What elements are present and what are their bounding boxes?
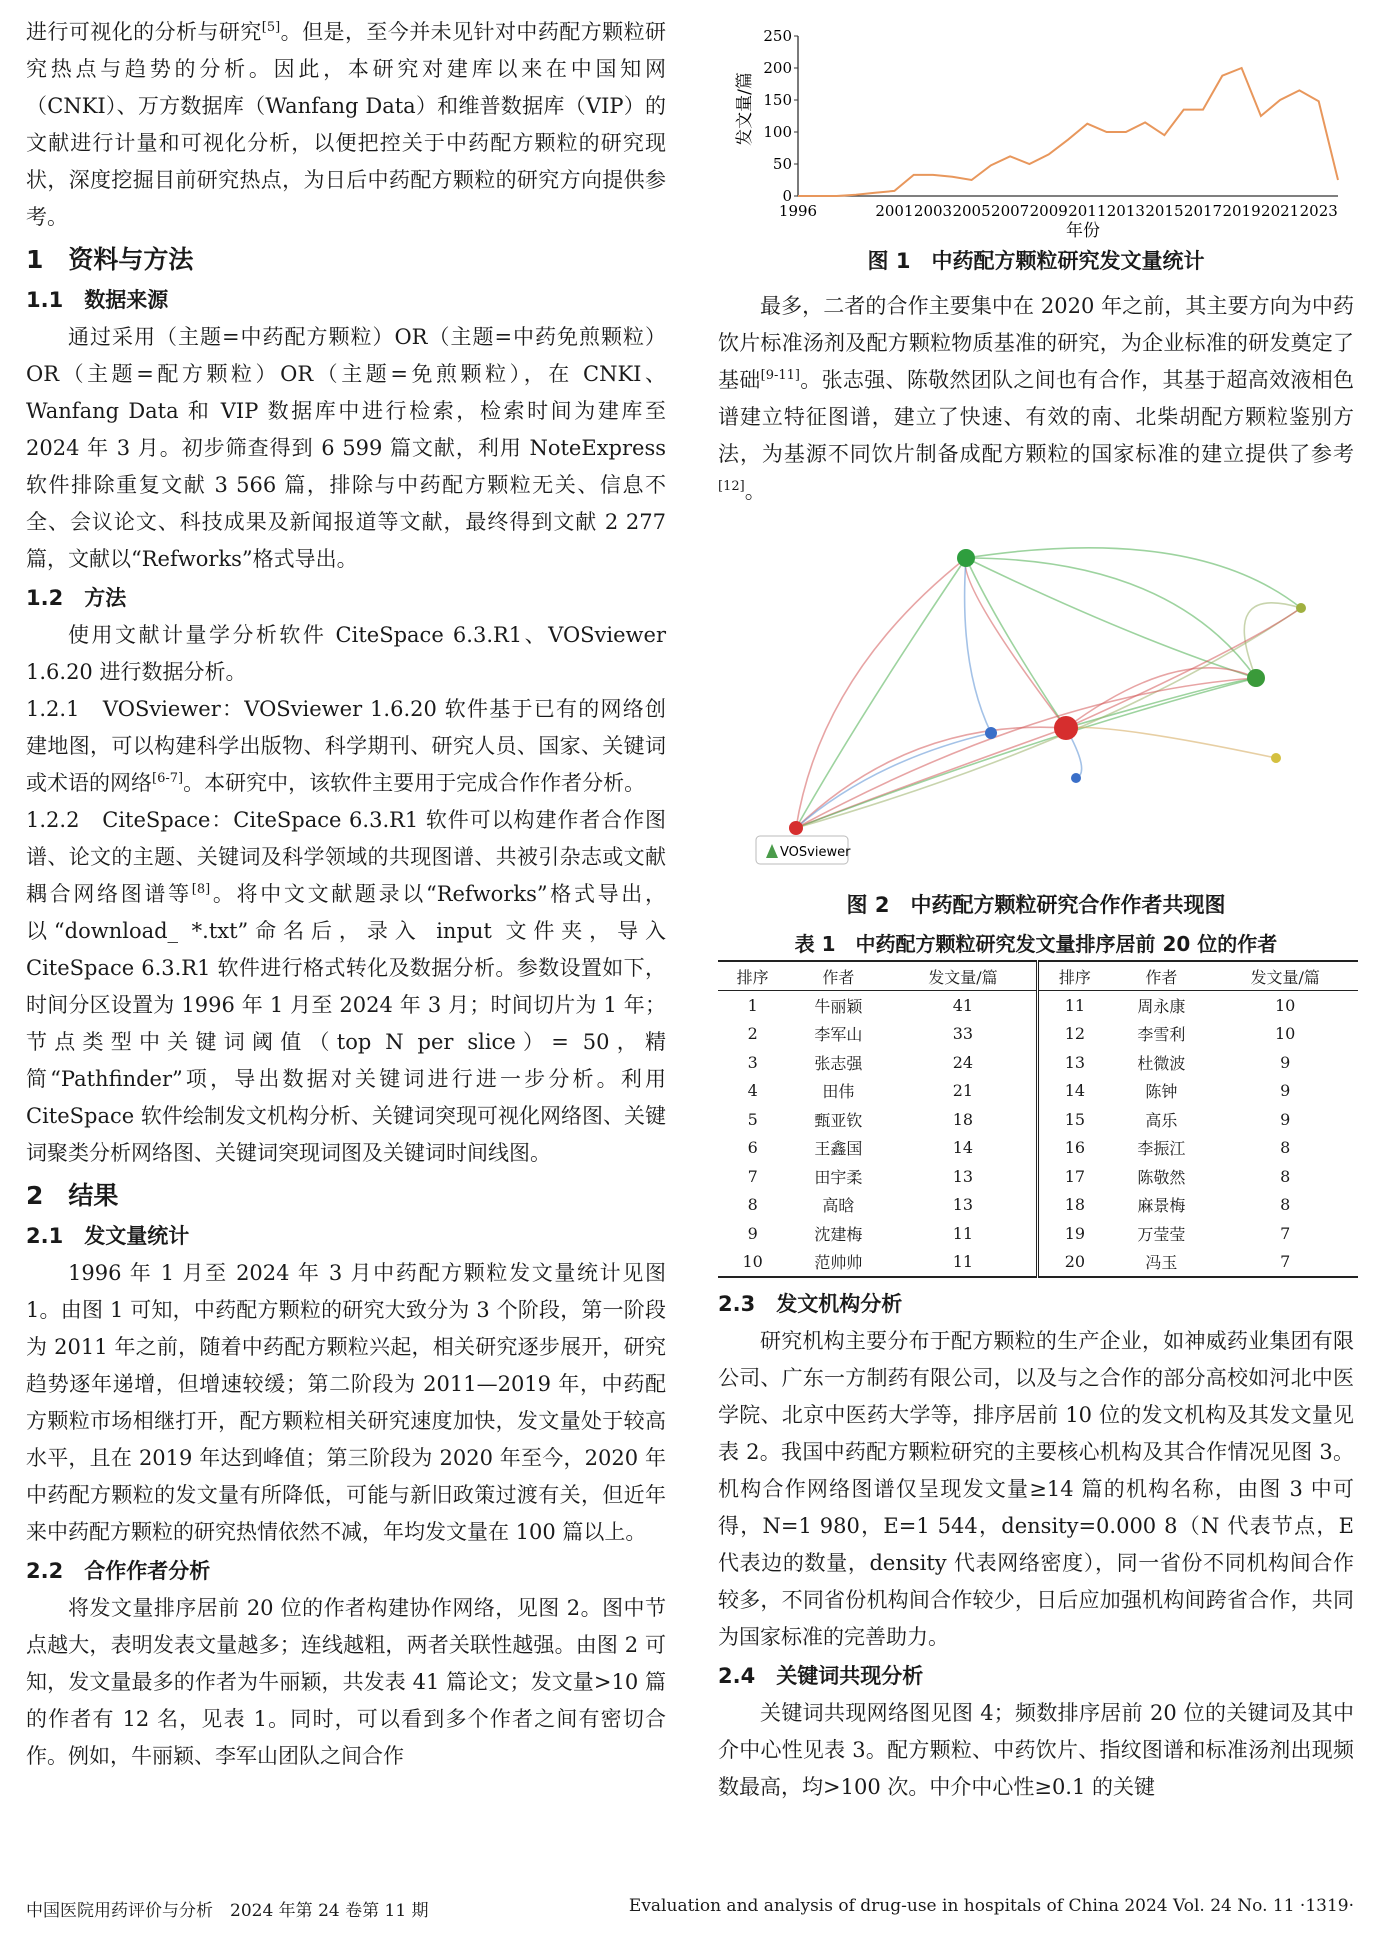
network-edge — [966, 558, 1256, 678]
table-cell: 杜微波 — [1137, 1053, 1186, 1073]
section-2-4-paragraph: 关键词共现网络图见图 4；频数排序居前 20 位的关键词及其中介中心性见表 3。配方颗粒、中药饮片、指纹图谱和标准汤剂出现频数最高，均>100 次。中介中心性≥0.1 的关键 — [718, 1701, 1354, 1799]
table-row — [718, 1191, 1358, 1220]
x-tick-label: 2021 — [1261, 202, 1300, 220]
table-row — [718, 1077, 1358, 1106]
section-2-3-paragraph: 研究机构主要分布于配方颗粒的生产企业，如神威药业集团有限公司、广东一方制药有限公司，以及与之合作的部分高校如河北中医学院、北京中医药大学等，排序居前 10 位的发文机构及其发文量见表 2。我国中药配方颗粒研究的主要核心机构及其合作情况见图 3。机构合作网络图谱仅呈现发文量≥14 篇的机构名称，由图 3 中可得，N=1 980，E=1 544，density=0.000 8（N 代表节点，E 代表边的数量，density 代表网络密度），同一省份不同机构间合作较多，不同省份机构间合作较少，日后应加强机构间跨省合作，共同为国家标准的完善助力。 — [718, 1329, 1354, 1649]
table-cell: 10 — [1274, 1024, 1296, 1044]
table-cell: 田宇柔 — [814, 1167, 863, 1187]
x-tick-label: 2013 — [1106, 202, 1145, 220]
network-edge — [966, 548, 1301, 608]
table-cell: 高晗 — [822, 1196, 855, 1216]
x-tick-label: 2007 — [991, 202, 1030, 220]
table-cell: 7 — [1212, 1248, 1358, 1278]
table-cell: 万莹莹 — [1137, 1224, 1186, 1244]
table-1-caption: 表 1 中药配方颗粒研究发文量排序居前 20 位的作者 — [794, 932, 1278, 956]
table-cell: 14 — [1038, 1077, 1110, 1106]
footer-journal-cn: 中国医院用药评价与分析 2024 年第 24 卷第 11 期 — [26, 1901, 429, 1921]
table-cell: 17 — [1038, 1162, 1110, 1191]
x-tick-label: 2015 — [1145, 202, 1184, 220]
table-cell: 6 — [747, 1138, 758, 1158]
section-2-1-heading: 2.1 发文量统计 — [26, 1224, 190, 1248]
network-edge — [796, 608, 1301, 828]
table-cell: 13 — [1038, 1048, 1110, 1077]
table-cell: 18 — [952, 1109, 974, 1129]
network-edge — [1066, 608, 1301, 728]
x-axis-label: 年份 — [1066, 221, 1100, 241]
table-cell: 8 — [1280, 1166, 1291, 1186]
network-node — [1071, 773, 1081, 783]
table-row — [718, 991, 1358, 1020]
x-tick-label: 2009 — [1029, 202, 1068, 220]
y-tick-label: 200 — [763, 59, 792, 77]
table-cell: 12 — [1038, 1020, 1110, 1049]
network-node — [1296, 603, 1306, 613]
table-cell: 9 — [1280, 1052, 1291, 1072]
network-edge — [796, 558, 966, 828]
section-2-heading: 2 结果 — [26, 1181, 119, 1210]
y-tick-label: 0 — [782, 187, 792, 205]
table-cell: 11 — [889, 1248, 1038, 1278]
table-cell: 李军山 — [814, 1025, 863, 1045]
axis-lines — [798, 36, 1338, 196]
table-cell: 9 — [747, 1223, 758, 1243]
table-cell: 19 — [1038, 1219, 1110, 1248]
section-1-2-1-paragraph: 1.2.1 VOSviewer：VOSviewer 1.6.20 软件基于已有的网络创建地图，可以构建科学出版物、科学期刊、研究人员、国家、关键词或术语的网络[6-7]。本研究中，该软件主要用于完成合作作者分析。 — [26, 697, 666, 795]
table-cell: 18 — [1038, 1191, 1110, 1220]
network-edge — [965, 558, 991, 733]
table-cell: 陈钟 — [1145, 1082, 1178, 1102]
table-cell: 5 — [747, 1109, 758, 1129]
table-cell: 9 — [1280, 1109, 1291, 1129]
table-header-cell: 发文量/篇 — [1212, 961, 1358, 991]
section-1-1-paragraph: 通过采用（主题=中药配方颗粒）OR（主题=中药免煎颗粒）OR（主题=配方颗粒）OR（主题=免煎颗粒），在 CNKI、Wanfang Data 和 VIP 数据库中进行检索，检索时间为建库至 2024 年 3 月。初步筛查得到 6 599 篇文献，利用 NoteExpress 软件排除重复文献 3 566 篇，排除与中药配方颗粒无关、信息不全、会议论文、科技成果及新闻报道等文献，最终得到文献 2 277 篇，文献以“Refworks”格式导出。 — [26, 325, 666, 571]
table-cell: 21 — [952, 1081, 974, 1101]
table-row — [718, 1162, 1358, 1191]
y-tick-label: 50 — [772, 155, 792, 173]
section-2-4-heading: 2.4 关键词共现分析 — [718, 1664, 924, 1688]
x-tick-label: 2017 — [1183, 202, 1223, 220]
x-tick-label: 2019 — [1222, 202, 1261, 220]
table-1 — [718, 960, 1358, 1278]
x-tick-label: 2005 — [952, 202, 991, 220]
table-cell: 1 — [747, 995, 758, 1015]
table-cell: 13 — [952, 1166, 974, 1186]
figure-1-caption: 图 1 中药配方颗粒研究发文量统计 — [867, 249, 1205, 273]
table-cell: 张志强 — [814, 1053, 863, 1073]
vosviewer-logo-text: VOSviewer — [780, 845, 851, 860]
network-edge — [965, 558, 1066, 728]
section-2-2-heading: 2.2 合作作者分析 — [26, 1559, 211, 1583]
network-edge — [1066, 727, 1276, 758]
network-edge — [796, 678, 1256, 828]
table-cell: 15 — [1038, 1105, 1110, 1134]
section-1-1-heading: 1.1 数据来源 — [26, 288, 169, 312]
network-edge — [796, 733, 991, 828]
table-cell: 7 — [747, 1166, 758, 1186]
table-header-cell: 发文量/篇 — [889, 961, 1038, 991]
figure-2-caption: 图 2 中药配方颗粒研究合作作者共现图 — [846, 893, 1226, 917]
section-1-2-2-paragraph: 1.2.2 CiteSpace：CiteSpace 6.3.R1 软件可以构建作者合作图谱、论文的主题、关键词及科学领域的共现图谱、共被引杂志或文献耦合网络图谱等[8]。将中文文献题录以“Refworks”格式导出，以“download_ *.txt”命名后，录入 input 文件夹，导入 CiteSpace 6.3.R1 软件进行格式转化及数据分析。参数设置如下，时间分区设置为 1996 年 1 月至 2024 年 3 月；时间切片为 1 年；节点类型中关键词阈值（top N per slice）= 50，精简“Pathfinder”项，导出数据对关键词进行进一步分析。利用 CiteSpace 软件绘制发文机构分析、关键词突现可视化网络图、关键词聚类分析网络图、关键词突现词图及关键词时间线图。 — [26, 808, 666, 1165]
table-row — [718, 1219, 1358, 1248]
x-tick-label: 2011 — [1068, 202, 1107, 220]
table-cell: 王鑫国 — [814, 1139, 863, 1159]
table-cell: 沈建梅 — [814, 1224, 863, 1244]
network-node — [1054, 716, 1078, 740]
network-node — [957, 549, 975, 567]
table-cell: 7 — [1280, 1223, 1291, 1243]
footer-journal-en: Evaluation and analysis of drug-use in hospitals of China 2024 Vol. 24 No. 11 ·1319· — [628, 1896, 1354, 1916]
section-2-3-heading: 2.3 发文机构分析 — [718, 1292, 903, 1316]
y-axis-label: 发文量/篇 — [735, 72, 755, 146]
table-header-cell: 排序 — [718, 961, 787, 991]
y-tick-label: 100 — [763, 123, 792, 141]
table-cell: 10 — [1274, 995, 1296, 1015]
x-tick-label: 2003 — [913, 202, 953, 220]
right-paragraph-a: 最多，二者的合作主要集中在 2020 年之前，其主要方向为中药饮片标准汤剂及配方颗粒物质基准的研究，为企业标准的研发奠定了基础[9-11]。张志强、陈敬然团队之间也有合作，其基于超高效液相色谱建立特征图谱，建立了快速、有效的南、北柴胡配方颗粒鉴别方法，为基源不同饮片制备成配方颗粒的国家标准的建立提供了参考[12]。 — [718, 294, 1355, 503]
table-cell: 周永康 — [1137, 996, 1186, 1016]
table-cell: 8 — [1280, 1195, 1291, 1215]
table-header-cell: 排序 — [1038, 961, 1110, 991]
table-row — [718, 1048, 1358, 1077]
y-tick-label: 150 — [763, 91, 792, 109]
table-cell: 41 — [952, 995, 974, 1015]
table-cell: 麻景梅 — [1137, 1196, 1186, 1216]
network-edge — [966, 558, 1066, 728]
table-cell: 8 — [1280, 1138, 1291, 1158]
table-cell: 冯玉 — [1110, 1248, 1212, 1278]
x-tick-label: 2001 — [875, 202, 914, 220]
table-cell: 33 — [952, 1024, 974, 1044]
table-cell: 田伟 — [822, 1082, 855, 1102]
table-cell: 2 — [747, 1024, 758, 1044]
section-2-1-paragraph: 1996 年 1 月至 2024 年 3 月中药配方颗粒发文量统计见图 1。由图 1 可知，中药配方颗粒的研究大致分为 3 个阶段，第一阶段为 2011 年之前，随着中药配方颗粒兴起，相关研究逐步展开，研究趋势逐年递增，但增速较缓；第二阶段为 2011—2019 年，中药配方颗粒市场相继打开，配方颗粒相关研究速度加快，发文量处于较高水平，且在 2019 年达到峰值；第三阶段为 2020 年至今，2020 年中药配方颗粒的发文量有所降低，可能与新旧政策过渡有关，但近年来中药配方颗粒的研究热情依然不减，年均发文量在 100 篇以上。 — [26, 1261, 666, 1544]
network-node — [1247, 669, 1265, 687]
table-cell: 16 — [1038, 1134, 1110, 1163]
table-row — [718, 1248, 1358, 1278]
figure-1-line-chart — [718, 14, 1354, 244]
section-2-2-paragraph: 将发文量排序居前 20 位的作者构建协作网络，见图 2。图中节点越大，表明发表文量越多；连线越粗，两者关联性越强。由图 2 可知，发文量最多的作者为牛丽颖，共发表 41 篇论文；发文量>10 篇的作者有 12 名，见表 1。同时，可以看到多个作者之间有密切合作。例如，牛丽颖、李军山团队之间合作 — [26, 1596, 667, 1768]
series-line — [798, 68, 1338, 196]
right-column — [718, 14, 1354, 1806]
table-cell: 范帅帅 — [787, 1248, 889, 1278]
table-row — [718, 1020, 1358, 1049]
table-cell: 3 — [747, 1052, 758, 1072]
section-1-2-paragraph: 使用文献计量学分析软件 CiteSpace 6.3.R1、VOSviewer 1.6.20 进行数据分析。 — [26, 623, 666, 684]
section-1-2-heading: 1.2 方法 — [26, 586, 127, 610]
table-cell: 10 — [718, 1248, 787, 1278]
table-cell: 9 — [1280, 1081, 1291, 1101]
table-header-cell: 作者 — [787, 961, 889, 991]
network-node — [985, 727, 997, 739]
table-cell: 甄亚钦 — [814, 1110, 863, 1130]
vosviewer-logo — [756, 836, 851, 864]
network-edge — [796, 678, 1256, 828]
table-cell: 8 — [747, 1195, 758, 1215]
table-cell: 李雪利 — [1137, 1025, 1186, 1045]
table-cell: 高乐 — [1145, 1110, 1178, 1130]
left-column — [26, 14, 666, 1775]
table-cell: 24 — [952, 1052, 974, 1072]
table-cell: 李振江 — [1137, 1139, 1186, 1159]
x-tick-label: 1996 — [778, 202, 818, 220]
table-cell: 11 — [1038, 991, 1110, 1020]
table-cell: 陈敬然 — [1137, 1167, 1186, 1187]
table-cell: 14 — [952, 1138, 974, 1158]
y-tick-label: 250 — [763, 27, 792, 45]
table-cell: 13 — [952, 1195, 974, 1215]
table-cell: 11 — [952, 1223, 974, 1243]
network-edge — [966, 558, 1256, 678]
figure-2-network — [736, 518, 1336, 878]
table-cell: 牛丽颖 — [814, 996, 863, 1016]
x-tick-label: 2023 — [1299, 202, 1338, 220]
table-row — [718, 1134, 1358, 1163]
network-node — [789, 821, 803, 835]
network-node — [1271, 753, 1281, 763]
table-cell: 4 — [747, 1081, 758, 1101]
table-header-cell: 作者 — [1110, 961, 1212, 991]
section-1-heading: 1 资料与方法 — [26, 245, 194, 274]
table-row — [718, 1105, 1358, 1134]
table-cell: 20 — [1038, 1248, 1110, 1278]
intro-paragraph: 进行可视化的分析与研究[5]。但是，至今并未见针对中药配方颗粒研究热点与趋势的分析。因此，本研究对建库以来在中国知网（CNKI）、万方数据库（Wanfang Data）和维普数据库（VIP）的文献进行计量和可视化分析，以便把控关于中药配方颗粒的研究现状，深度挖掘目前研究热点，为日后中药配方颗粒的研究方向提供参考。 — [26, 20, 667, 229]
network-edge — [796, 558, 966, 828]
